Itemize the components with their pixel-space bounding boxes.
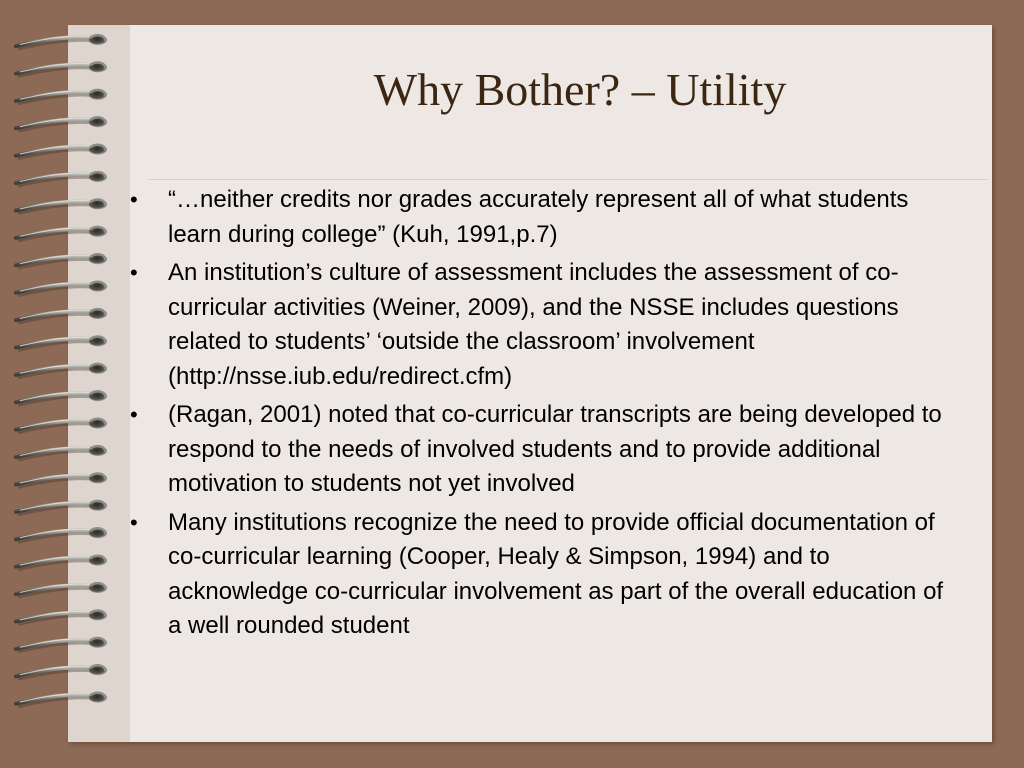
bullet-item	[130, 183, 960, 252]
bullet-dot-icon: •	[130, 187, 138, 212]
bullet-item	[130, 506, 960, 644]
bullet-text: Many institutions recognize the need to provide official documentation of co-curricular learning (Cooper, Healy & Simpson, 1994) and to acknowledge co-curricular involvement as part of the overall education of a well rounded student	[168, 508, 944, 639]
spiral-binding-icon	[0, 0, 130, 768]
notebook-page	[68, 25, 992, 742]
slide-title: Why Bother? – Utility	[373, 64, 787, 115]
bullet-item	[130, 256, 960, 394]
bullet-list	[130, 183, 960, 648]
bullet-text: An institution’s culture of assessment includes the assessment of co-curricular activities (Weiner, 2009), and the NSSE includes questions related to students’ ‘outside the classroom’ involvement (http://nsse.iub.edu/redirect.cfm)	[168, 259, 899, 390]
bullet-text: “…neither credits nor grades accurately represent all of what students learn during college” (Kuh, 1991,p.7)	[168, 186, 909, 248]
bullet-item	[130, 398, 960, 502]
bullet-dot-icon: •	[130, 509, 138, 535]
bullet-dot-icon: •	[130, 402, 138, 427]
title-divider	[148, 179, 988, 180]
bullet-text: (Ragan, 2001) noted that co-curricular transcripts are being developed to respond to the needs of involved students and to provide additional motivation to students not yet involved	[168, 401, 942, 497]
bullet-dot-icon: •	[130, 260, 138, 285]
